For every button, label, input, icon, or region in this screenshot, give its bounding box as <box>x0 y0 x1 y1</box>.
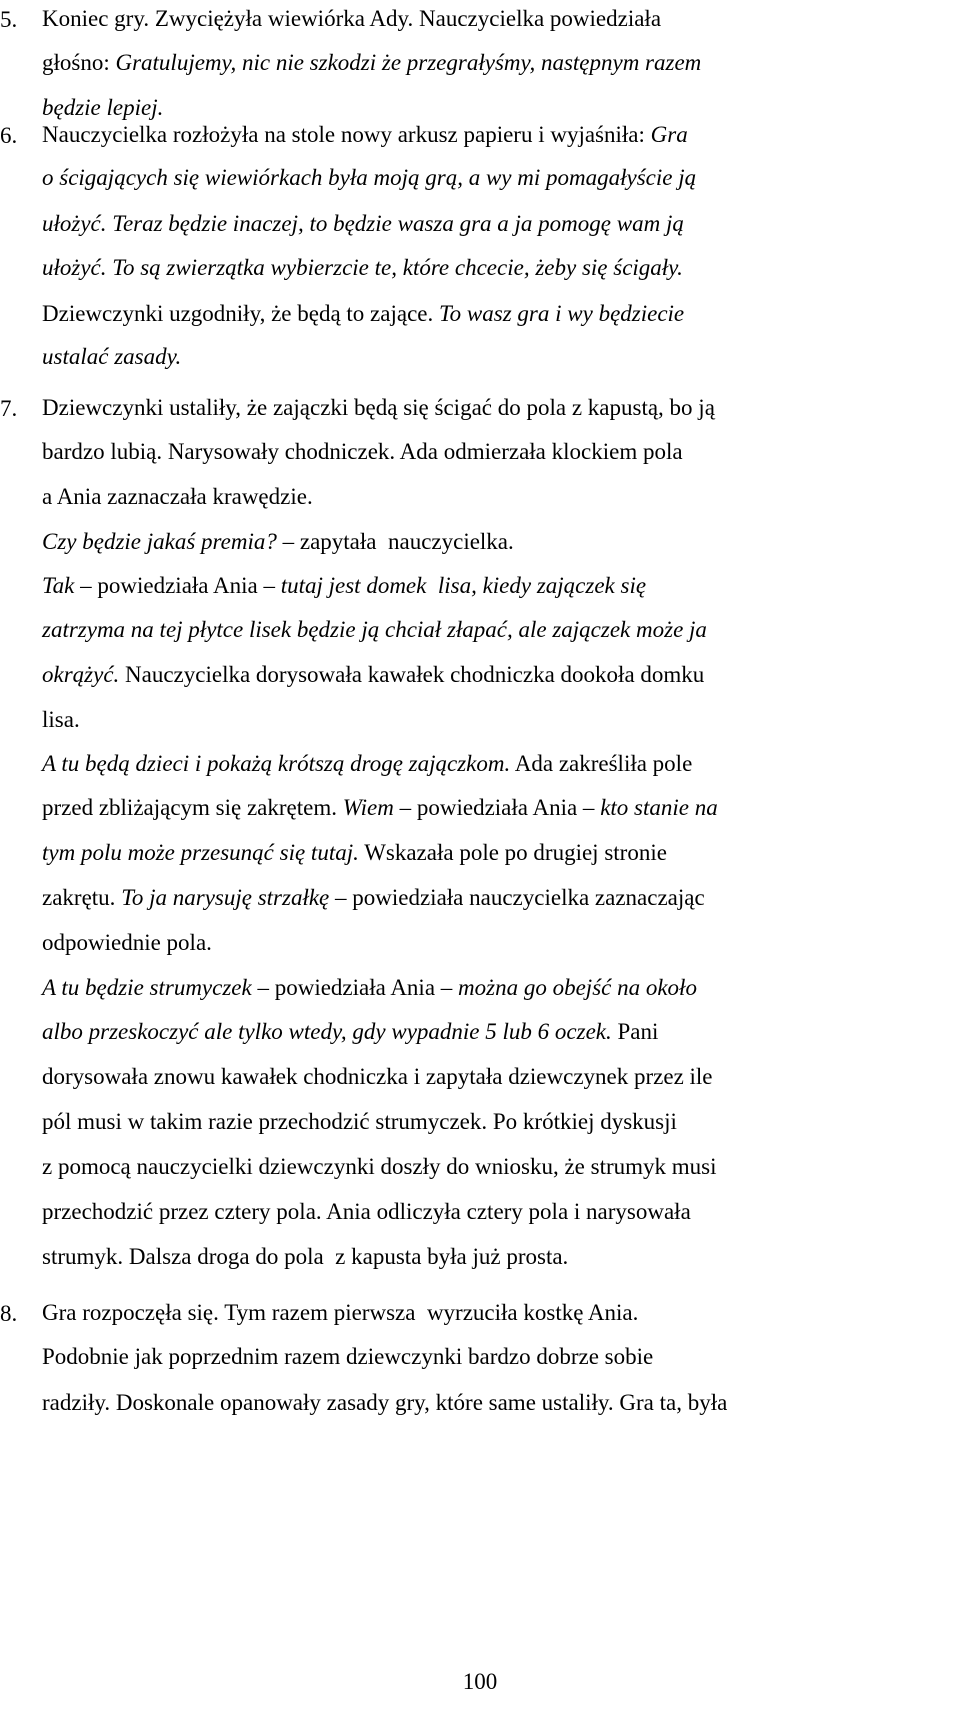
text: przed zbliżającym się zakrętem. <box>42 795 343 820</box>
text: Wskazała pole po drugiej stronie <box>358 840 667 865</box>
text-line <box>42 1063 871 1091</box>
italic-text: kto stanie na <box>600 795 718 820</box>
text-line <box>42 49 871 77</box>
text-line <box>42 1108 871 1136</box>
text-line <box>42 438 871 466</box>
italic-text: tutaj jest domek lisa, kiedy zajączek się <box>280 573 647 598</box>
text-line <box>42 974 871 1002</box>
text-line <box>42 210 871 238</box>
italic-text: A tu będzie strumyczek <box>42 975 252 1000</box>
text: Dziewczynki ustaliły, że zajączki będą się ścigać do pola z kapustą, bo ją <box>42 395 715 420</box>
text-line <box>42 616 871 644</box>
italic-text: okrążyć. <box>42 662 120 687</box>
text: – powiedziała Ania – <box>393 795 601 820</box>
text: Dziewczynki uzgodniły, że będą to zające. <box>42 301 439 326</box>
text-line <box>42 300 871 328</box>
text: odpowiednie pola. <box>42 930 212 955</box>
text: Nauczycielka rozłożyła na stole nowy arkusz papieru i wyjaśniła: <box>42 122 651 147</box>
italic-text: To ja narysuję strzałkę <box>121 885 330 910</box>
text-line <box>42 661 871 689</box>
text: – powiedziała nauczycielka zaznaczając <box>329 885 705 910</box>
list-item-number: 6. <box>0 123 18 148</box>
italic-text: tym polu może przesunąć się tutaj. <box>42 840 359 865</box>
italic-text: o ścigających się wiewiórkach była moją grą, a wy mi pomagałyście ją <box>42 165 697 190</box>
list-item-number: 7. <box>0 396 18 421</box>
italic-text: ustalać zasady. <box>42 344 182 369</box>
text-line <box>42 706 871 734</box>
italic-text: A tu będą dzieci i pokażą krótszą drogę zajączkom. <box>42 751 511 776</box>
text-line <box>42 528 871 556</box>
text: zakrętu. <box>42 885 122 910</box>
italic-text: ułożyć. To są zwierzątka wybierzcie te, które chcecie, żeby się ścigały. <box>42 255 683 280</box>
italic-text: Gratulujemy, nic nie szkodzi że przegrałyśmy, następnym razem <box>115 50 702 75</box>
text: przechodzić przez cztery pola. Ania odliczyła cztery pola i narysowała <box>42 1199 691 1224</box>
list-item-number: 5. <box>0 7 18 32</box>
text-line <box>42 1343 871 1371</box>
text: Ada zakreśliła pole <box>510 751 693 776</box>
text: Nauczycielka dorysowała kawałek chodniczka dookoła domku <box>119 662 705 687</box>
text-line <box>42 164 871 192</box>
italic-text: będzie lepiej. <box>42 95 164 120</box>
text-line <box>42 1243 871 1271</box>
text: – powiedziała Ania – <box>74 573 281 598</box>
text: lisa. <box>42 707 80 732</box>
page-number: 100 <box>462 1669 498 1694</box>
text: głośno: <box>42 50 116 75</box>
text-line <box>42 254 871 282</box>
text: dorysowała znowu kawałek chodniczka i zapytała dziewczynek przez ile <box>42 1064 713 1089</box>
text: bardzo lubią. Narysowały chodniczek. Ada odmierzała klockiem pola <box>42 439 683 464</box>
text-line <box>42 343 871 371</box>
text: strumyk. Dalsza droga do pola z kapusta była już prosta. <box>42 1244 569 1269</box>
text: Koniec gry. Zwyciężyła wiewiórka Ady. Nauczycielka powiedziała <box>42 6 662 31</box>
text-line <box>42 94 871 122</box>
text: Pani <box>611 1019 659 1044</box>
text-line <box>42 884 871 912</box>
italic-text: Gra <box>650 122 688 147</box>
text-line <box>42 572 871 600</box>
text: – powiedziała Ania – <box>251 975 459 1000</box>
text: a Ania zaznaczała krawędzie. <box>42 484 313 509</box>
text-line <box>42 394 871 422</box>
text: – zapytała nauczycielka. <box>276 529 514 554</box>
italic-text: zatrzyma na tej płytce lisek będzie ją chciał złapać, ale zajączek może ja <box>42 617 707 642</box>
italic-text: Wiem <box>342 795 394 820</box>
text-line <box>42 1198 871 1226</box>
text-line <box>42 750 871 778</box>
italic-text: albo przeskoczyć ale tylko wtedy, gdy wypadnie 5 lub 6 oczek. <box>42 1019 612 1044</box>
text-line <box>42 121 871 149</box>
italic-text: ułożyć. Teraz będzie inaczej, to będzie wasza gra a ja pomogę wam ją <box>42 211 684 236</box>
text: pól musi w takim razie przechodzić strumyczek. Po krótkiej dyskusji <box>42 1109 677 1134</box>
text-line <box>42 1153 871 1181</box>
italic-text: można go obejść na około <box>458 975 697 1000</box>
text-line <box>42 1299 871 1327</box>
list-item-number: 8. <box>0 1301 18 1326</box>
italic-text: Czy będzie jakaś premia? <box>42 529 277 554</box>
text: Gra rozpoczęła się. Tym razem pierwsza wyrzuciła kostkę Ania. <box>42 1300 639 1325</box>
text-line <box>42 5 871 33</box>
text: Podobnie jak poprzednim razem dziewczynki bardzo dobrze sobie <box>42 1344 654 1369</box>
text-line <box>42 1389 871 1417</box>
italic-text: Tak <box>42 573 75 598</box>
text: radziły. Doskonale opanowały zasady gry, które same ustaliły. Gra ta, była <box>42 1390 728 1415</box>
text-line <box>42 483 871 511</box>
text-line <box>42 1018 871 1046</box>
italic-text: To wasz gra i wy będziecie <box>439 301 685 326</box>
text-line <box>42 794 871 822</box>
text-line <box>42 839 871 867</box>
text-line <box>42 929 871 957</box>
text: z pomocą nauczycielki dziewczynki doszły do wniosku, że strumyk musi <box>42 1154 717 1179</box>
